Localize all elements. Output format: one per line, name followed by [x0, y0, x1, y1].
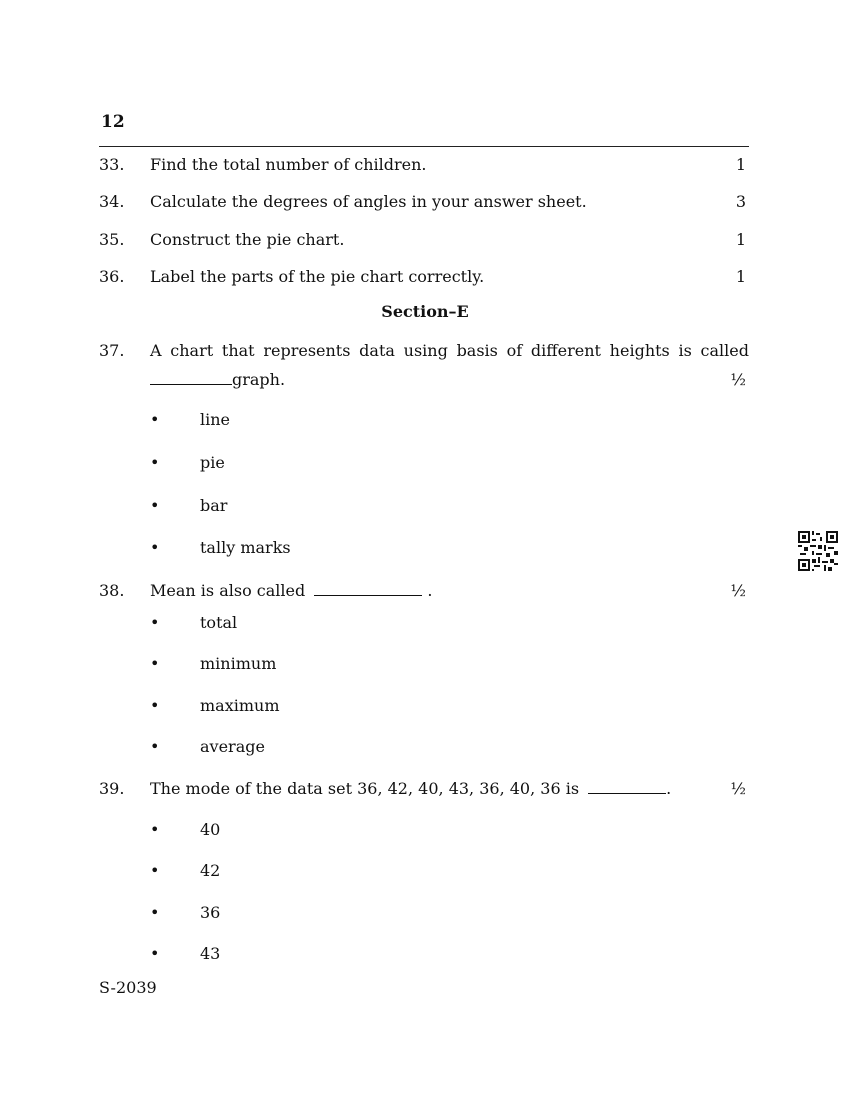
question-text: Find the total number of children. — [150, 155, 427, 174]
question-text-wrap — [150, 774, 709, 803]
option-label: 36 — [200, 903, 221, 922]
page-number: 12 — [101, 112, 125, 132]
question-text-wrap — [150, 576, 709, 605]
option-label: minimum — [200, 654, 277, 673]
bullet: • — [150, 496, 160, 515]
question-number: 38. — [99, 581, 125, 600]
question-number: 36. — [99, 267, 125, 286]
option-label: 42 — [200, 861, 221, 880]
bullet: • — [150, 696, 160, 715]
option-label: 40 — [200, 820, 221, 839]
question-text: Calculate the degrees of angles in your answer sheet. — [150, 192, 587, 211]
question-marks: ½ — [730, 779, 746, 798]
question-number: 39. — [99, 779, 125, 798]
answer-blank — [314, 580, 422, 596]
section-heading: Section–E — [381, 302, 469, 321]
option-label: tally marks — [200, 538, 291, 557]
bullet: • — [150, 861, 160, 880]
question-text: Construct the pie chart. — [150, 230, 345, 249]
option-label: average — [200, 737, 265, 756]
answer-blank — [150, 369, 232, 385]
question-marks: 1 — [735, 155, 746, 174]
option-label: 43 — [200, 944, 221, 963]
option-label: pie — [200, 453, 225, 472]
question-marks: 3 — [735, 192, 746, 211]
question-text: Mean is also called — [150, 581, 306, 600]
option-label: maximum — [200, 696, 280, 715]
question-text: The mode of the data set 36, 42, 40, 43, 36, 40, 36 is — [150, 779, 580, 798]
question-text-after-blank: . — [666, 779, 672, 798]
question-text-after-blank: . — [427, 581, 433, 600]
bullet: • — [150, 410, 160, 429]
option-label: total — [200, 613, 238, 632]
bullet: • — [150, 613, 160, 632]
question-marks: 1 — [735, 230, 746, 249]
qr-code-icon — [798, 531, 838, 571]
bullet: • — [150, 453, 160, 472]
question-number: 35. — [99, 230, 125, 249]
question-continuation — [150, 365, 285, 394]
question-marks: ½ — [730, 581, 746, 600]
question-number: 37. — [99, 341, 125, 360]
question-37 — [99, 336, 749, 396]
bullet: • — [150, 538, 160, 557]
bullet: • — [150, 944, 160, 963]
footer-paper-code: S-2039 — [99, 978, 157, 997]
header-rule — [99, 146, 749, 147]
answer-blank — [588, 778, 666, 794]
bullet: • — [150, 737, 160, 756]
option-label: bar — [200, 496, 228, 515]
option-label: line — [200, 410, 231, 429]
question-text-after-blank: graph. — [232, 370, 286, 389]
question-marks: 1 — [735, 267, 746, 286]
question-number: 33. — [99, 155, 125, 174]
question-marks: ½ — [730, 370, 746, 389]
question-text: A chart that represents data using basis of different heights is called — [150, 341, 749, 360]
bullet: • — [150, 820, 160, 839]
bullet: • — [150, 903, 160, 922]
bullet: • — [150, 654, 160, 673]
question-text: Label the parts of the pie chart correctly. — [150, 267, 485, 286]
question-number: 34. — [99, 192, 125, 211]
